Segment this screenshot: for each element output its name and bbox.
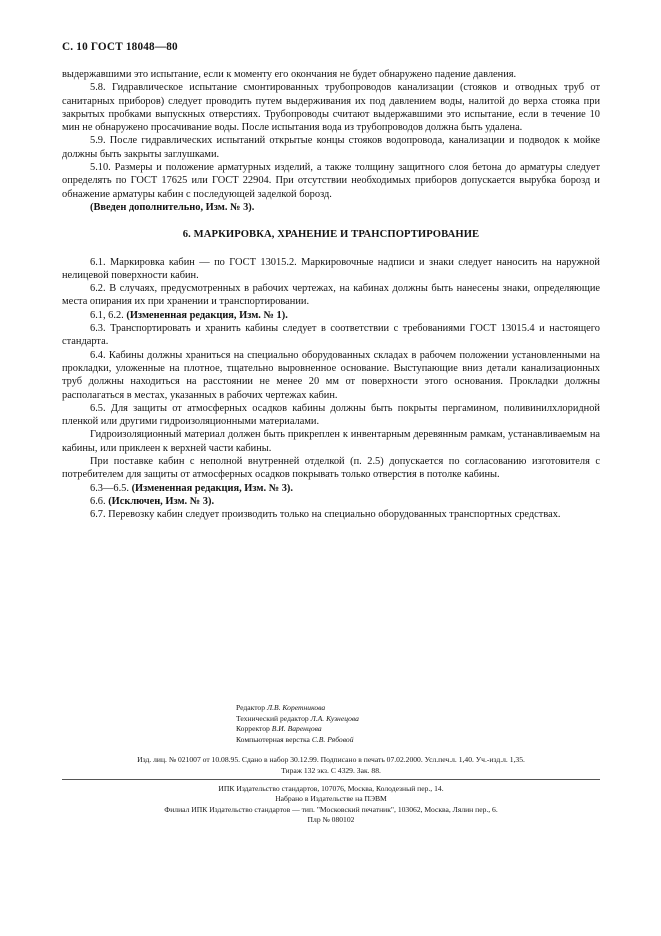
- paragraph-6-5-b: Гидроизоляционный материал должен быть прикреплен к инвентарным деревянным рамкам, устанавливаемым на кабины, или приклеен к верхней части кабины.: [62, 429, 600, 454]
- amendment-number: 6.1, 6.2.: [90, 309, 124, 321]
- imprint-line: ИПК Издательство стандартов, 107076, Москва, Колодезный пер., 14.: [218, 783, 444, 793]
- credit-line: Компьютерная верстка С.В. Рябовой: [236, 734, 354, 744]
- imprint-block: [62, 703, 600, 826]
- paragraph-6-1: 6.1. Маркировка кабин — по ГОСТ 13015.2. Маркировочные надписи и знаки следует наносить на наружной нелицевой поверхности кабин.: [62, 256, 600, 281]
- amendment-number: 6.3—6.5.: [90, 482, 129, 494]
- paragraph-6-6: [62, 495, 600, 508]
- page-header: С. 10 ГОСТ 18048—80: [62, 41, 178, 53]
- paragraph-6-2: 6.2. В случаях, предусмотренных в рабочих чертежах, на кабинах должны быть нанесены знаки, определяющие места опирания их при хранении и транспортировании.: [62, 283, 600, 308]
- imprint-line: Набрано в Издательстве на ПЭВМ: [275, 794, 387, 804]
- imprint-line: Тираж 132 экз. С 4329. Зак. 88.: [281, 765, 381, 775]
- paragraph-5-8: 5.8. Гидравлическое испытание смонтированных трубопроводов канализации (стояков и отводных труб от санитарных приборов) следует проводить путем выдерживания их под давлением воды, налитой до верха стояка при закрытых пробками выпускных отверстиях. Трубопроводы считают выдержавшими это испытание, если в течение 10 мин не обнаружено просачивание воды. После испытания вода из трубопроводов должна быть удалена.: [62, 82, 600, 134]
- imprint-line: Филиал ИПК Издательство стандартов — тип. "Московский печатник", 103062, Москва, Лялин пер., 6.: [164, 804, 498, 814]
- amendment-6-1-6-2: [62, 309, 600, 322]
- imprint-line: Изд. лиц. № 021007 от 10.08.95. Сдано в набор 30.12.99. Подписано в печать 07.02.2000. Усл.печ.л. 1,40. Уч.-изд.л. 1,35.: [137, 755, 525, 765]
- imprint-line: Плр № 080102: [307, 815, 355, 825]
- paragraph-6-3: 6.3. Транспортировать и хранить кабины следует в соответствии с требованиями ГОСТ 13015.4 и настоящего стандарта.: [62, 323, 600, 348]
- paragraph-6-7: 6.7. Перевозку кабин следует производить только на специально оборудованных транспортных средствах.: [90, 509, 561, 521]
- credit-line: Корректор В.И. Варенцова: [236, 724, 322, 734]
- paragraph: выдержавшими это испытание, если к моменту его окончания не будет обнаружено падение давления.: [62, 69, 517, 80]
- paragraph-6-5-c: При поставке кабин с неполной внутренней отделкой (п. 2.5) допускается по согласованию изготовителя с потребителем для защиты от атмосферных осадков покрывать только отверстия в потолке кабины.: [62, 456, 600, 481]
- amendment-6-3-6-5: [62, 482, 600, 495]
- credit-line: Редактор Л.В. Коретникова: [236, 703, 326, 712]
- divider: [62, 779, 600, 780]
- paragraph-5-9: 5.9. После гидравлических испытаний открытые концы стояков водопровода, канализации и подводок к мойке должны быть закрыты заглушками.: [62, 135, 600, 160]
- amendment-text: (Исключен, Изм. № 3).: [108, 495, 215, 507]
- amendment-number: 6.6.: [90, 495, 106, 507]
- section-title: 6. МАРКИРОВКА, ХРАНЕНИЕ И ТРАНСПОРТИРОВАНИЕ: [182, 229, 480, 241]
- paragraph-5-10: 5.10. Размеры и положение арматурных изделий, а также толщину защитного слоя бетона до арматуры следует определять по ГОСТ 17625 или ГОСТ 22904. При отсутствии необходимых приборов допускается вырубка борозд и обнажение арматуры кабин с последующей заделкой борозд.: [62, 162, 600, 200]
- amendment-text: (Измененная редакция, Изм. № 1).: [126, 309, 288, 321]
- paragraph-6-5: 6.5. Для защиты от атмосферных осадков кабины должны быть покрыты пергамином, поливинилхлоридной пленкой или другими гидроизоляционными материалами.: [62, 402, 600, 428]
- amendment-note: (Введен дополнительно, Изм. № 3).: [90, 201, 255, 213]
- credits: [236, 703, 600, 745]
- credit-line: Технический редактор Л.А. Кузнецова: [236, 713, 359, 723]
- document-body: [62, 68, 600, 522]
- amendment-text: (Измененная редакция, Изм. № 3).: [131, 482, 293, 494]
- paragraph-6-4: 6.4. Кабины должны храниться на специально оборудованных складах в рабочем положении установленными на прокладки, уложенные на плотное, тщательно выровненное основание. Выступающие вниз детали канализационных труб должны находиться на расстоянии не менее 20 мм от поверхности этого основания. Прокладки должны располагаться в местах, указанных в рабочих чертежах кабин.: [62, 349, 600, 401]
